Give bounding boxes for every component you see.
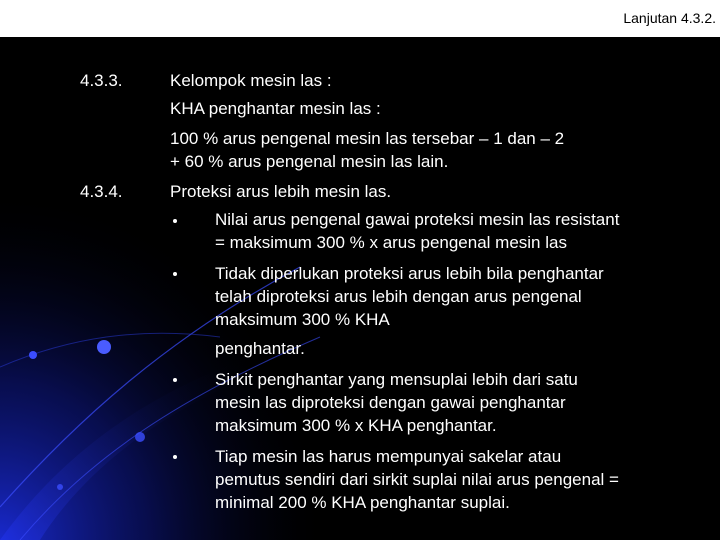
continuation-reference: Lanjutan 4.3.2. xyxy=(623,10,716,26)
bullet-icon xyxy=(173,272,177,276)
section-line: Kelompok mesin las : xyxy=(170,71,332,90)
bullet-item: Sirkit penghantar yang mensuplai lebih dari satu mesin las diproteksi dengan gawai penghantar maksimum 300 % x KHA penghantar. xyxy=(215,370,578,435)
section-title: Proteksi arus lebih mesin las. xyxy=(170,182,392,201)
section-line: 100 % arus pengenal mesin las tersebar – 1 dan – 2 xyxy=(170,129,565,148)
bullet-item: Nilai arus pengenal gawai proteksi mesin las resistant = maksimum 300 % x arus pengenal mesin las xyxy=(215,210,620,252)
section-line: + 60 % arus pengenal mesin las lain. xyxy=(170,152,449,171)
section-line: KHA penghantar mesin las : xyxy=(170,99,381,118)
bullet-icon xyxy=(173,219,177,223)
bullet-icon xyxy=(173,455,177,459)
header-bar xyxy=(0,0,720,37)
section-number: 4.3.3. xyxy=(80,71,123,90)
bullet-item: Tidak diperlukan proteksi arus lebih bila penghantar telah diproteksi arus lebih dengan arus pengenal maksimum 300 % KHA penghantar. xyxy=(215,264,604,358)
section-number: 4.3.4. xyxy=(80,182,123,201)
slide-content xyxy=(0,37,720,540)
bullet-item: Tiap mesin las harus mempunyai sakelar atau pemutus sendiri dari sirkit suplai nilai arus pengenal = minimal 200 % KHA penghantar suplai. xyxy=(215,447,619,512)
bullet-icon xyxy=(173,378,177,382)
